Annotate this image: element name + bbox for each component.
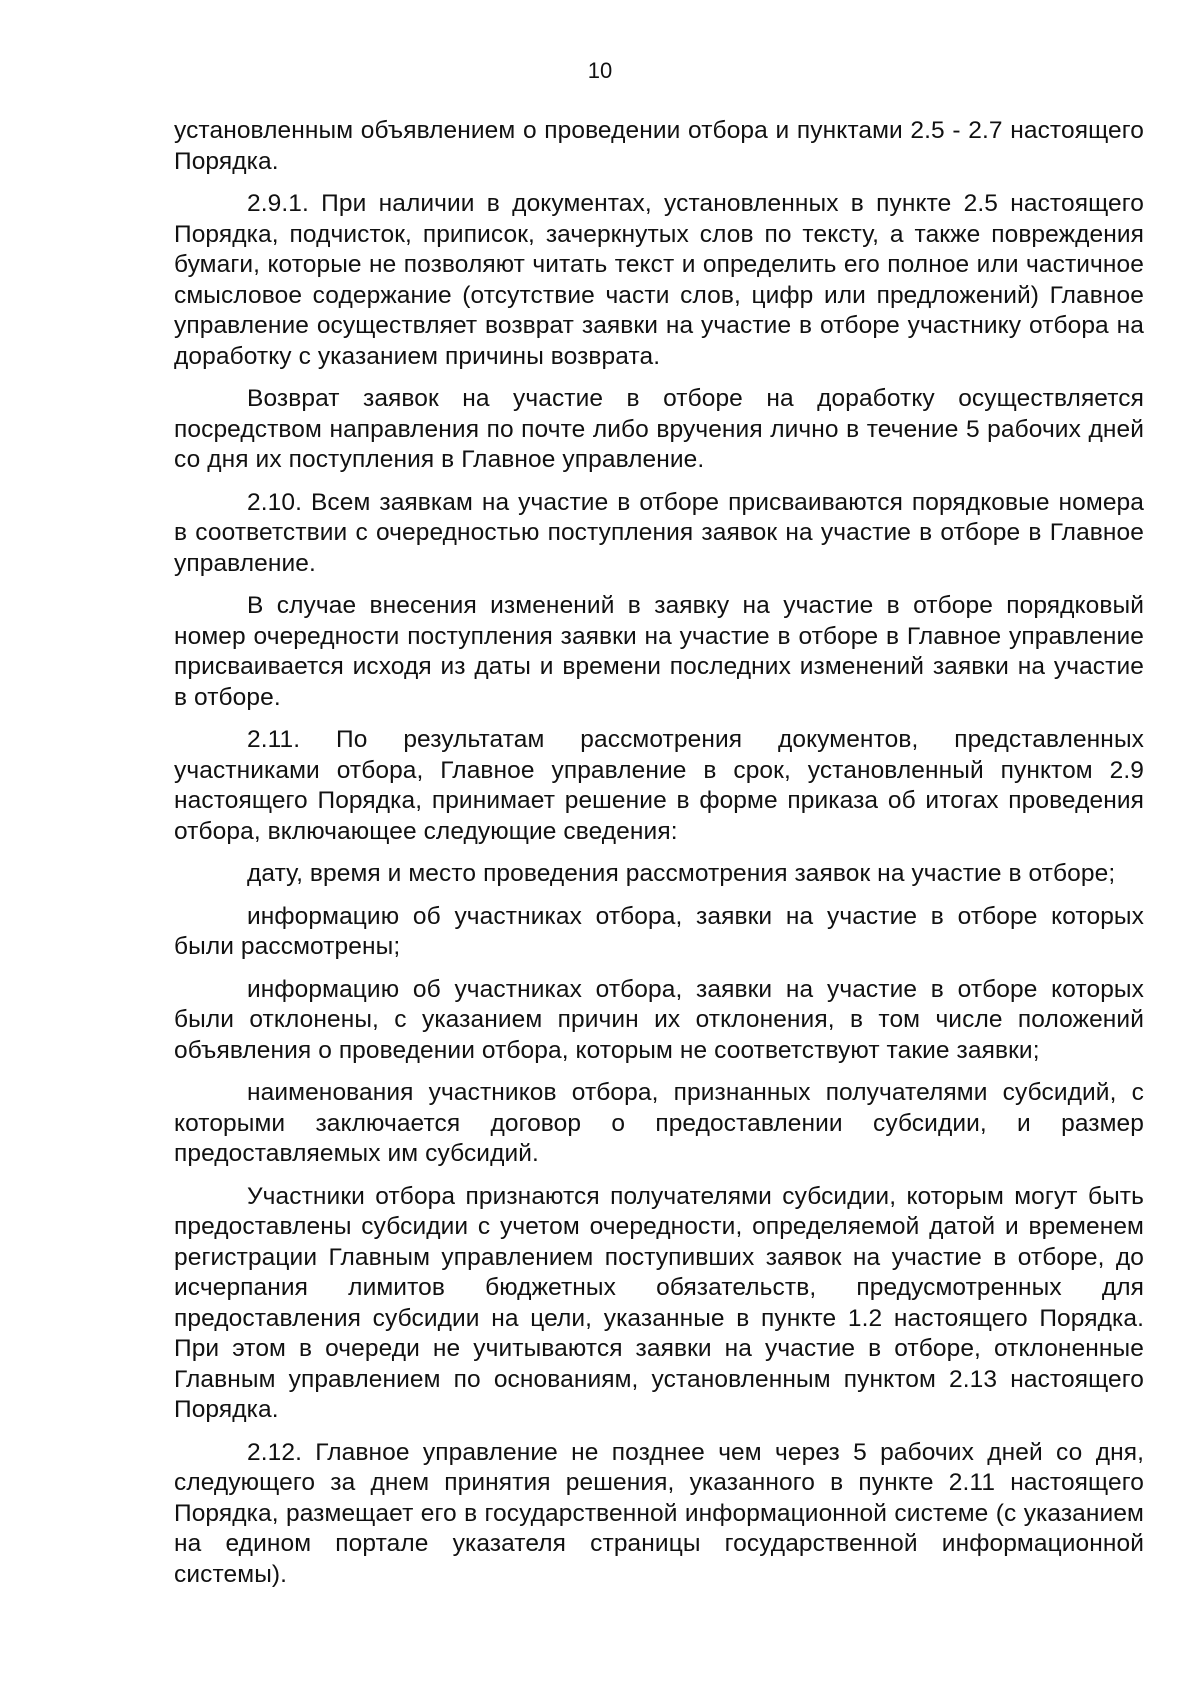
paragraph-2-10: 2.10. Всем заявкам на участие в отборе присваиваются порядковые номера в соответствии с очередностью поступления заявок на участие в отборе в Главное управление.: [174, 488, 1144, 577]
paragraph-changes-to-application: В случае внесения изменений в заявку на участие в отборе порядковый номер очередности поступления заявки на участие в отборе в Главное управление присваивается исходя из даты и времени последних изменений заявки на участие в отборе.: [174, 592, 1144, 711]
paragraph-recipients-order: Участники отбора признаются получателями субсидии, которым могут быть предоставлены субсидии с учетом очередности, определяемой датой и временем регистрации Главным управлением поступивших заявок на участие в отборе, до исчерпания лимитов бюджетных обязательств, предусмотренных для предоставления субсидии на цели, указанные в пункте 1.2 настоящего Порядка. При этом в очереди не учитываются заявки на участие в отборе, отклоненные Главным управлением по основаниям, установленным пунктом 2.13 настоящего Порядка.: [174, 1182, 1144, 1423]
paragraph-2-11: 2.11. По результатам рассмотрения документов, представленных участниками отбора, Главное управление в срок, установленный пунктом 2.9 настоящего Порядка, принимает решение в форме приказа об итогах проведения отбора, включающее следующие сведения:: [174, 726, 1144, 845]
list-item-rejected-participants: информацию об участниках отбора, заявки на участие в отборе которых были отклонены, с указанием причин их отклонения, в том числе положений объявления о проведении отбора, которым не соответствуют такие заявки;: [174, 975, 1144, 1064]
paragraph-return-of-applications: Возврат заявок на участие в отборе на доработку осуществляется посредством направления по почте либо вручения лично в течение 5 рабочих дней со дня их поступления в Главное управление.: [174, 385, 1144, 473]
list-item-date-time-place: дату, время и место проведения рассмотрения заявок на участие в отборе;: [247, 860, 1116, 887]
list-item-considered-participants: информацию об участниках отбора, заявки на участие в отборе которых были рассмотрены;: [174, 902, 1144, 960]
page-number: 10: [587, 58, 613, 83]
paragraph-2-12: 2.12. Главное управление не позднее чем через 5 рабочих дней со дня, следующего за днем принятия решения, указанного в пункте 2.11 настоящего Порядка, размещает его в государственной информационной системе (с указанием на едином портале указателя страницы государственной информационной системы).: [174, 1438, 1144, 1588]
paragraph-2-9-1: 2.9.1. При наличии в документах, установленных в пункте 2.5 настоящего Порядка, подчисток, приписок, зачеркнутых слов по тексту, а также повреждения бумаги, которые не позволяют читать текст и определить его полное или частичное смысловое содержание (отсутствие части слов, цифр или предложений) Главное управление осуществляет возврат заявки на участие в отборе участнику отбора на доработку с указанием причины возврата.: [174, 190, 1144, 370]
list-item-subsidy-recipients: наименования участников отбора, признанных получателями субсидий, с которыми заключается договор о предоставлении субсидии, и размер предоставляемых им субсидий.: [174, 1079, 1144, 1167]
paragraph-continuation: установленным объявлением о проведении отбора и пунктами 2.5 - 2.7 настоящего Порядка.: [174, 117, 1144, 175]
document-body: [174, 116, 1144, 1602]
